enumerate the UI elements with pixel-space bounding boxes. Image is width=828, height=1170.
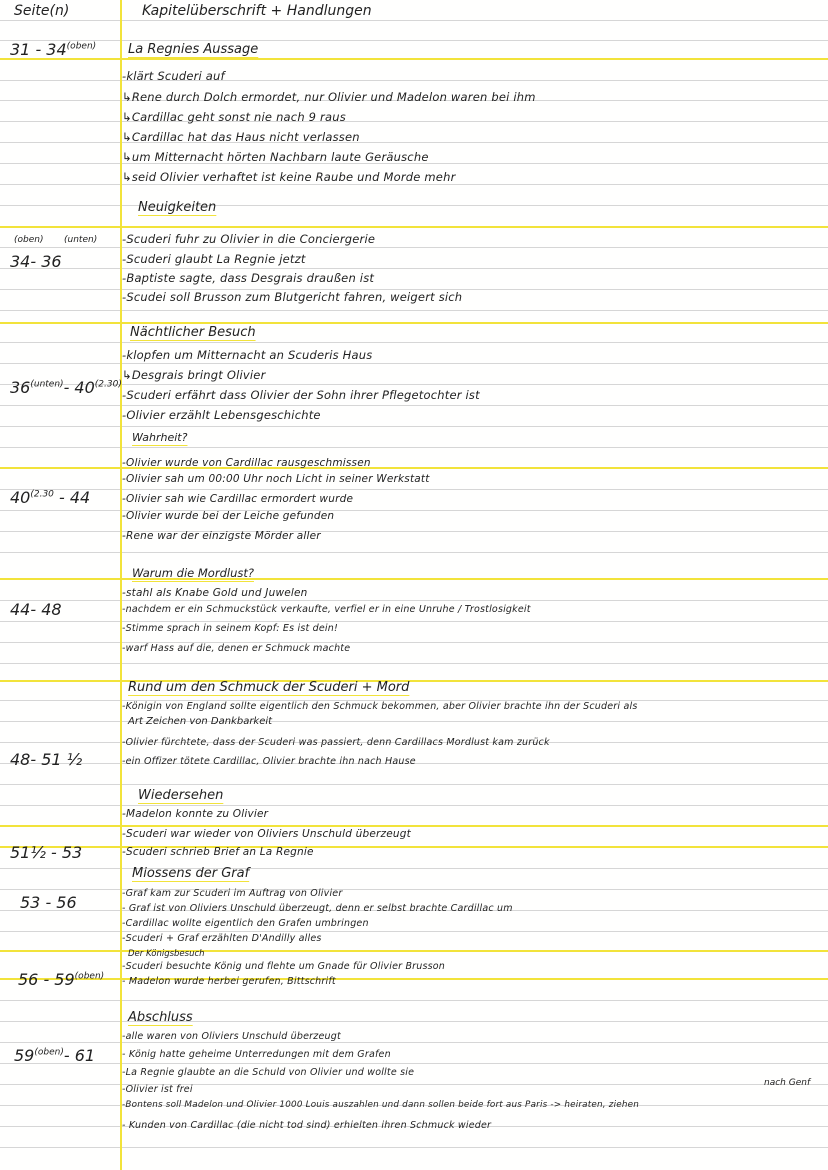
note-line: -Scuderi besuchte König und flehte um Gnade für Olivier Brusson (122, 961, 446, 972)
page-range: $56 - 59^{(oben)}$ (18, 970, 105, 989)
note-line: -nachdem er ein Schmuckstück verkaufte, verfiel er in eine Unruhe / Trostlosigkeit (122, 604, 531, 615)
note-line: - Graf ist von Oliviers Unschuld überzeugt, denn er selbst brachte Cardillac um (122, 903, 513, 914)
note-line: -Scudei soll Brusson zum Blutgericht fahren, weigert sich (122, 290, 463, 304)
note-line: ↳Cardillac hat das Haus nicht verlassen (122, 130, 360, 144)
section-title: La Regnies Aussage (128, 42, 259, 57)
note-line: -Scuderi schrieb Brief an La Regnie (122, 846, 314, 858)
note-line: -Königin von England sollte eigentlich den Schmuck bekommen, aber Olivier brachte ihn der Scuderi als (122, 701, 638, 712)
note-line: -Scuderi erfährt dass Olivier der Sohn ihrer Pflegetochter ist (122, 388, 480, 402)
note-line: -stahl als Knabe Gold und Juwelen (122, 587, 308, 599)
note-line: -Bontens soll Madelon und Olivier 1000 Louis auszahlen und dann sollen beide fort aus Paris -> heiraten, ziehen (122, 1100, 640, 1110)
note-line: -Baptiste sagte, dass Desgrais draußen ist (122, 271, 375, 285)
section-title: Abschluss (128, 1010, 193, 1025)
note-line: -Scuderi war wieder von Oliviers Unschuld überzeugt (122, 828, 411, 840)
page-range: 34- 36 (10, 252, 62, 271)
note-line: ↳Desgrais bringt Olivier (122, 368, 266, 382)
note-line: -Graf kam zur Scuderi im Auftrag von Olivier (122, 888, 343, 899)
note-line: -Olivier wurde von Cardillac rausgeschmissen (122, 457, 371, 469)
note-line: -Olivier sah wie Cardillac ermordert wurde (122, 493, 354, 505)
page-tag-top: (oben) (14, 235, 44, 245)
page-range: $36^{(unten)}-$ $40^{(2.30)}$ (10, 378, 122, 397)
note-line: -alle waren von Oliviers Unschuld überzeugt (122, 1031, 341, 1042)
note-line: -La Regnie glaubte an die Schuld von Olivier und wollte sie (122, 1067, 415, 1078)
page-range: 51½ - 53 (10, 843, 83, 862)
margin-note: nach Genf (764, 1078, 811, 1088)
page-range: $31 - 34^{(oben)}$ (10, 40, 97, 59)
note-line: -Scuderi + Graf erzählten D'Andilly alles (122, 933, 322, 944)
note-line: -klärt Scuderi auf (122, 69, 225, 83)
note-line: -Olivier sah um 00:00 Uhr noch Licht in seiner Werkstatt (122, 473, 430, 485)
note-line: -Olivier wurde bei der Leiche gefunden (122, 510, 335, 522)
page-tag-bottom: (unten) (64, 235, 98, 245)
note-line: -ein Offizer tötete Cardillac, Olivier brachte ihn nach Hause (122, 756, 416, 767)
note-line: - König hatte geheime Unterredungen mit dem Grafen (122, 1049, 391, 1060)
page-range: 53 - 56 (20, 893, 77, 912)
section-title: Warum die Mordlust? (132, 566, 254, 580)
page-range: $59^{(oben)}-$ 61 (14, 1046, 96, 1065)
note-line: -Madelon konnte zu Olivier (122, 808, 269, 820)
note-line: -Olivier erzählt Lebensgeschichte (122, 408, 321, 422)
note-line: ↳seid Olivier verhaftet ist keine Raube und Morde mehr (122, 170, 456, 184)
section-title: Der Königsbesuch (128, 949, 205, 959)
note-line: -Scuderi glaubt La Regnie jetzt (122, 252, 306, 266)
section-title: Nächtlicher Besuch (130, 325, 256, 340)
note-line: - Madelon wurde herbei gerufen, Bittschrift (122, 976, 336, 987)
page-range: $40^{(2.30} - 44$ (10, 488, 91, 507)
note-line: -Cardillac wollte eigentlich den Grafen umbringen (122, 918, 369, 929)
note-line: - Kunden von Cardillac (die nicht tod sind) erhielten ihren Schmuck wieder (122, 1120, 492, 1131)
note-line: ↳um Mitternacht hörten Nachbarn laute Geräusche (122, 150, 429, 164)
note-line-continued: Art Zeichen von Dankbarkeit (128, 716, 273, 727)
section-title: Rund um den Schmuck der Scuderi + Mord (128, 680, 410, 695)
note-line: -Rene war der einzigste Mörder aller (122, 530, 321, 542)
note-line: ↳Rene durch Dolch ermordet, nur Olivier und Madelon waren bei ihm (122, 90, 536, 104)
note-line: -Olivier fürchtete, dass der Scuderi was passiert, denn Cardillacs Mordlust kam zurück (122, 737, 550, 748)
note-line: -warf Hass auf die, denen er Schmuck machte (122, 643, 351, 654)
note-line: -Olivier ist frei (122, 1084, 193, 1095)
page-range: 48- 51 ½ (10, 750, 83, 769)
section-title: Neuigkeiten (138, 200, 217, 215)
pages-column-header: Seite(n) (14, 3, 70, 19)
section-title: Wiedersehen (138, 788, 224, 803)
section-title: Wahrheit? (132, 431, 188, 444)
note-line: -klopfen um Mitternacht an Scuderis Haus (122, 348, 373, 362)
note-line: ↳Cardillac geht sonst nie nach 9 raus (122, 110, 346, 124)
section-title: Miossens der Graf (132, 866, 250, 881)
chapters-column-header: Kapitelüberschrift + Handlungen (142, 3, 372, 19)
page-range: 44- 48 (10, 600, 62, 619)
note-line: -Stimme sprach in seinem Kopf: Es ist dein! (122, 623, 338, 634)
note-line: -Scuderi fuhr zu Olivier in die Conciergerie (122, 232, 376, 246)
